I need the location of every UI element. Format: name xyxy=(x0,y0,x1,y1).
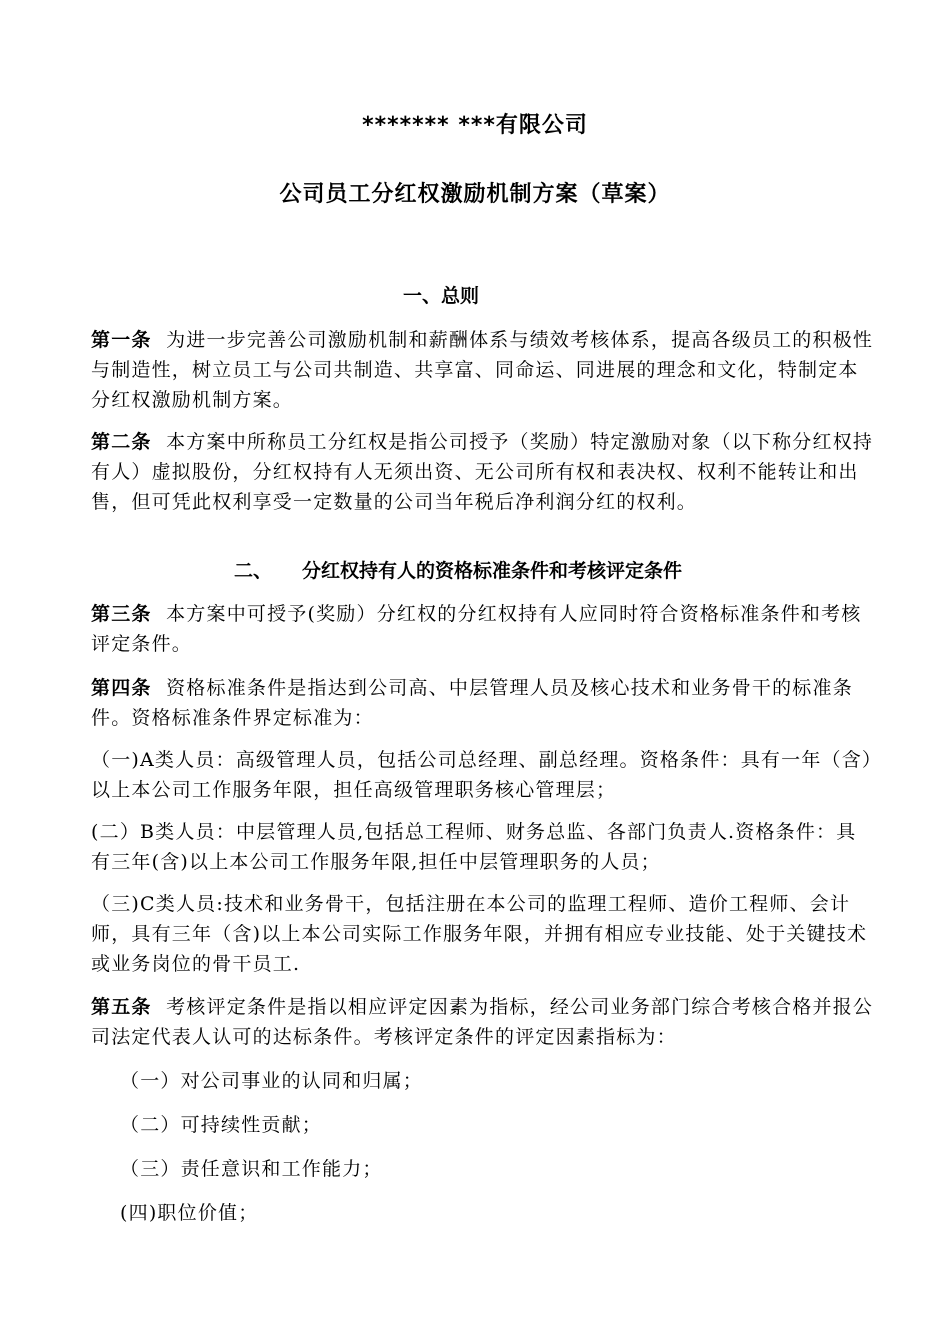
section-title: 分红权持有人的资格标准条件和考核评定条件 xyxy=(302,560,683,582)
article-label: 第二条 xyxy=(91,431,152,453)
article-2 xyxy=(91,427,876,517)
article-text: (二）B类人员：中层管理人员,包括总工程师、财务总监、各部门负责人.资格条件：具有三年(含)以上本公司工作服务年限,担任中层管理职务的人员； xyxy=(91,821,857,873)
article-label: 第三条 xyxy=(91,603,152,625)
factor-item: （二）可持续性贡献； xyxy=(120,1114,323,1136)
section-title: 总则 xyxy=(441,285,480,307)
company-name: ******* ***有限公司 xyxy=(362,113,588,138)
article-text: （一)A类人员：高级管理人员，包括公司总经理、副总经理。资格条件：具有一年（含）以上本公司工作服务年限，担任高级管理职务核心管理层； xyxy=(91,749,873,801)
article-label: 第四条 xyxy=(91,677,152,699)
factor-item: （三）责任意识和工作能力； xyxy=(120,1158,383,1180)
document-title: 公司员工分红权激励机制方案（草案） xyxy=(279,182,671,207)
category-b-paragraph xyxy=(91,817,876,877)
article-label: 第一条 xyxy=(91,329,152,351)
article-text: 考核评定条件是指以相应评定因素为指标，经公司业务部门综合考核合格并报公司法定代表人认可的达标条件。考核评定条件的评定因素指标为： xyxy=(91,996,874,1048)
article-4 xyxy=(91,673,876,733)
section-heading-qualifications xyxy=(234,557,682,585)
article-1 xyxy=(91,325,876,415)
section-heading-general xyxy=(403,282,479,310)
section-number: 二、 xyxy=(234,560,273,582)
factor-item: (四)职位价值； xyxy=(120,1202,259,1224)
article-text: 本方案中可授予(奖励）分红权的分红权持有人应同时符合资格标准条件和考核评定条件。 xyxy=(91,603,862,655)
article-3 xyxy=(91,599,876,659)
category-a-paragraph xyxy=(91,745,876,805)
factor-item: （一）对公司事业的认同和归属； xyxy=(120,1070,424,1092)
article-text: 为进一步完善公司激励机制和薪酬体系与绩效考核体系，提高各级员工的积极性与制造性，树立员工与公司共制造、共享富、同命运、同进展的理念和文化，特制定本分红权激励机制方案。 xyxy=(91,329,874,411)
category-c-paragraph xyxy=(91,889,876,979)
article-label: 第五条 xyxy=(91,996,152,1018)
article-5 xyxy=(91,992,876,1052)
article-text: 资格标准条件是指达到公司高、中层管理人员及核心技术和业务骨干的标准条件。资格标准条件界定标准为： xyxy=(91,677,853,729)
article-text: 本方案中所称员工分红权是指公司授予（奖励）特定激励对象（以下称分红权持有人）虚拟股份，分红权持有人无须出资、无公司所有权和表决权、权利不能转让和出售，但可凭此权利享受一定数量的公司当年税后净利润分红的权利。 xyxy=(91,431,874,513)
article-text: （三)C类人员:技术和业务骨干，包括注册在本公司的监理工程师、造价工程师、会计师，具有三年（含)以上本公司实际工作服务年限，并拥有相应专业技能、处于关键技术或业务岗位的骨干员工. xyxy=(91,893,868,975)
section-number: 一、 xyxy=(403,285,442,307)
